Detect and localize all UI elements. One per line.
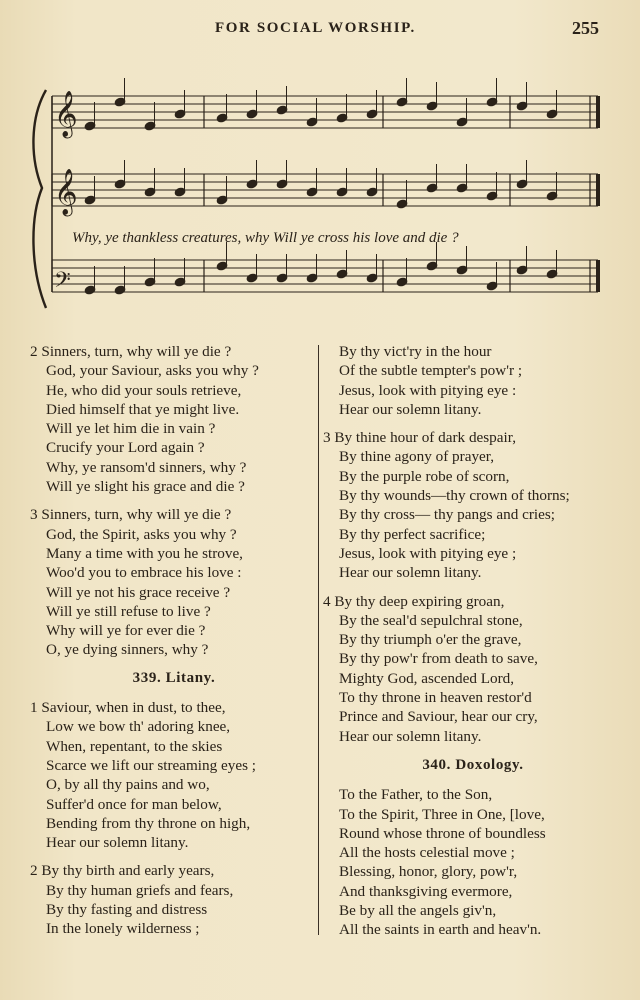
verse-line: By thy triumph o'er the grave,	[339, 631, 522, 649]
verse-line: 2 Sinners, turn, why will ye die ?	[30, 343, 232, 360]
verse-line: All the hosts celestial move ;	[339, 844, 515, 862]
treble-clef-icon: 𝄞	[54, 169, 78, 215]
verse-line: Prince and Saviour, hear our cry,	[339, 708, 538, 726]
verse-line: And thanksgiving evermore,	[339, 882, 513, 900]
verse-line: 3 Sinners, turn, why will ye die ?	[30, 506, 232, 524]
verse-line: Hear our solemn litany.	[339, 727, 482, 745]
column-divider	[318, 345, 319, 935]
stanza	[30, 698, 318, 852]
verse-line: By thy wounds—thy crown of thorns;	[339, 487, 570, 505]
verse-line: 1 Saviour, when in dust, to thee,	[30, 699, 226, 717]
verse-line: Many a time with you he strove,	[46, 544, 243, 562]
right-column	[323, 342, 623, 949]
music-lyric-line: Why, ye thankless creatures, why Will ye cross his love and die ?	[72, 230, 459, 246]
stanza	[323, 785, 623, 939]
verse-line: By thy perfect sacrifice;	[339, 525, 486, 543]
page-header	[0, 20, 640, 44]
verse-line: Hear our solemn litany.	[46, 834, 189, 852]
verse-line: Mighty God, ascended Lord,	[339, 669, 515, 687]
verse-line: Low we bow th' adoring knee,	[46, 718, 231, 736]
music-score	[28, 78, 613, 323]
page-number: 255	[572, 18, 599, 38]
verse-line: O, ye dying sinners, why ?	[46, 641, 209, 659]
verse-line: By the purple robe of scorn,	[339, 467, 510, 485]
verse-line: Of the subtle tempter's pow'r ;	[339, 362, 523, 380]
verse-line: Why will ye for ever die ?	[46, 622, 206, 640]
verse-line: 3 By thine hour of dark despair,	[323, 429, 516, 447]
verse-line: By thy fasting and distress	[46, 901, 208, 919]
left-column	[30, 342, 318, 948]
verse-line: All the saints in earth and heav'n.	[339, 921, 542, 939]
verse-line: Blessing, honor, glory, pow'r,	[339, 863, 518, 881]
verse-line: By thy human griefs and fears,	[46, 881, 234, 899]
verse-line: Suffer'd once for man below,	[46, 795, 222, 813]
verse-line: O, by all thy pains and wo,	[46, 776, 210, 794]
verse-line: Be by all the angels giv'n,	[339, 902, 497, 920]
verse-line: By thy pow'r from death to save,	[339, 650, 538, 668]
hymn-339-heading: 339. Litany.	[132, 669, 216, 686]
verse-line: In the lonely wilderness ;	[46, 920, 200, 938]
verse-line: 4 By thy deep expiring groan,	[323, 592, 505, 610]
stanza	[30, 505, 318, 659]
verse-line: By thine agony of prayer,	[339, 448, 495, 466]
stanza	[323, 428, 623, 582]
verse-line: To the Father, to the Son,	[339, 786, 493, 804]
verse-line: Why, ye ransom'd sinners, why ?	[46, 458, 247, 476]
verse-line: By thy vict'ry in the hour	[339, 343, 492, 360]
verse-line: 2 By thy birth and early years,	[30, 862, 215, 880]
bass-clef-icon: 𝄢	[54, 268, 71, 298]
stanza	[30, 342, 318, 496]
stanza	[323, 342, 623, 419]
verse-line: Will ye not his grace receive ?	[46, 583, 231, 601]
verse-line: Died himself that ye might live.	[46, 400, 240, 418]
treble-clef-icon: 𝄞	[54, 91, 78, 137]
verse-line: Woo'd you to embrace his love :	[46, 564, 242, 582]
verse-line: By the seal'd sepulchral stone,	[339, 611, 523, 629]
verse-line: Round whose throne of boundless	[339, 824, 546, 842]
verse-line: Jesus, look with pitying eye ;	[339, 544, 517, 562]
verse-line: Will ye still refuse to live ?	[46, 602, 211, 620]
verse-line: Will ye let him die in vain ?	[46, 420, 216, 438]
verse-line: Crucify your Lord again ?	[46, 439, 205, 457]
verse-line: Hear our solemn litany.	[339, 400, 482, 418]
stanza	[323, 592, 623, 746]
verse-line: Hear our solemn litany.	[339, 564, 482, 582]
verse-line: He, who did your souls retrieve,	[46, 381, 242, 399]
verse-line: When, repentant, to the skies	[46, 737, 223, 755]
verse-line: God, the Spirit, asks you why ?	[46, 525, 237, 543]
verse-line: Bending from thy throne on high,	[46, 814, 251, 832]
verse-line: Scarce we lift our streaming eyes ;	[46, 756, 257, 774]
hymn-340-heading: 340. Doxology.	[422, 756, 524, 773]
verse-line: By thy cross— thy pangs and cries;	[339, 506, 555, 524]
verse-line: Jesus, look with pitying eye :	[339, 381, 517, 399]
verse-line: To thy throne in heaven restor'd	[339, 689, 532, 707]
stanza	[30, 861, 318, 938]
verse-line: To the Spirit, Three in One, [love,	[339, 805, 545, 823]
verse-line: God, your Saviour, asks you why ?	[46, 362, 259, 380]
verse-line: Will ye slight his grace and die ?	[46, 478, 245, 496]
running-title: FOR SOCIAL WORSHIP.	[215, 20, 416, 36]
